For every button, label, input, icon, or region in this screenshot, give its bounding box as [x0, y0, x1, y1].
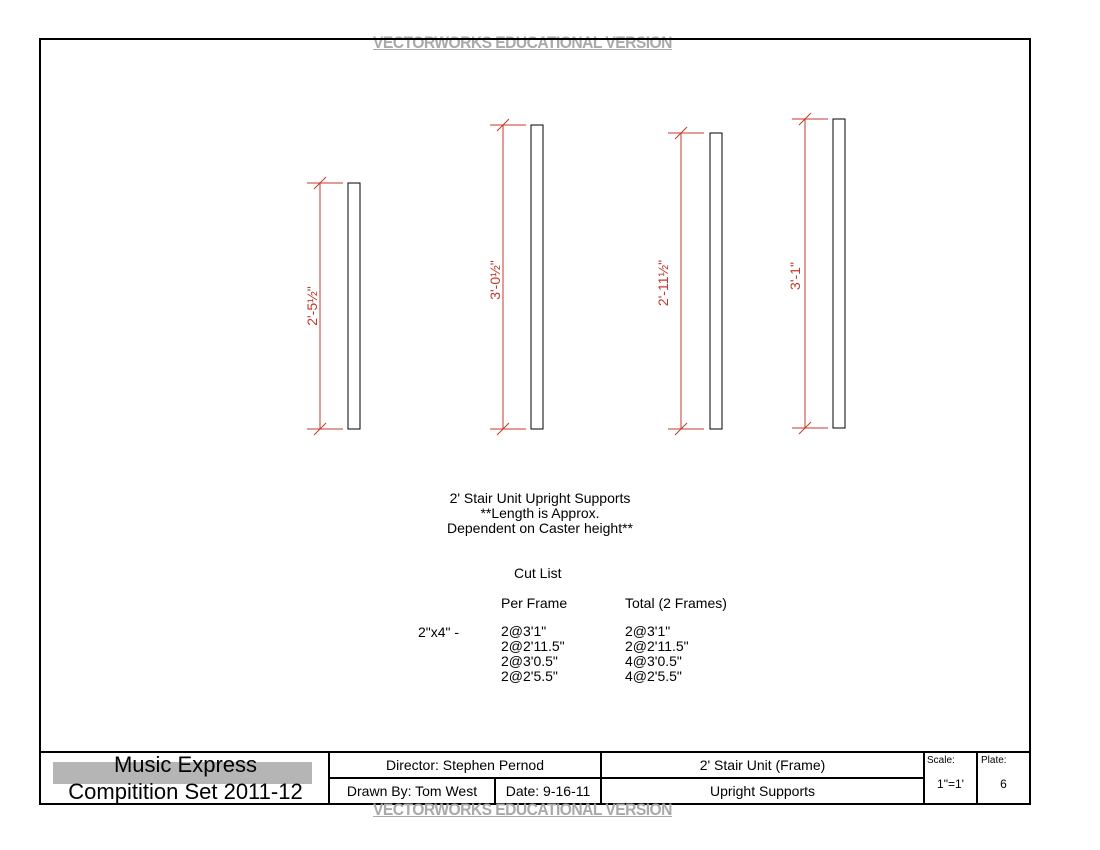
per-frame-header: Per Frame — [501, 595, 568, 611]
notes-title: 2' Stair Unit Upright Supports — [449, 490, 631, 506]
dimension-label-4: 3'-1" — [787, 262, 803, 290]
cut-list-title: Cut List — [514, 565, 562, 581]
list-item: 2@2'11.5" — [625, 638, 689, 654]
project-name: Music Express — [113, 752, 258, 777]
total-header: Total (2 Frames) — [625, 595, 727, 611]
support-board-4 — [833, 119, 845, 428]
list-item: 4@2'5.5" — [625, 668, 682, 684]
per-frame-list — [501, 624, 565, 684]
scale-label: Scale: — [927, 755, 955, 766]
list-item: 2@3'0.5" — [501, 653, 558, 669]
dimension-label-1: 2'-5½" — [304, 286, 320, 326]
watermark-bottom: VECTORWORKS EDUCATIONAL VERSION — [373, 800, 672, 819]
total-list — [625, 624, 689, 684]
material-label: 2"x4" - — [418, 624, 460, 640]
drawing-title: 2' Stair Unit (Frame) — [699, 757, 826, 773]
list-item: 2@3'1" — [501, 623, 547, 639]
watermark-top: VECTORWORKS EDUCATIONAL VERSION — [373, 33, 672, 52]
dimension-label-3: 2'-11½" — [655, 259, 671, 307]
upright-support-2 — [487, 119, 543, 435]
plate-value: 6 — [1000, 777, 1007, 791]
upright-support-1 — [304, 177, 360, 435]
date-label: Date: 9-16-11 — [505, 783, 591, 799]
drawn-by-label: Drawn By: Tom West — [346, 783, 478, 799]
list-item: 2@2'11.5" — [501, 638, 565, 654]
support-board-1 — [348, 183, 360, 429]
scale-value: 1"=1' — [937, 777, 964, 791]
drawing-notes — [400, 491, 680, 536]
upright-support-3 — [655, 127, 722, 435]
dimension-label-2: 3'-0½" — [487, 260, 503, 300]
list-item: 2@2'5.5" — [501, 668, 558, 684]
drawing-subtitle: Upright Supports — [709, 783, 816, 799]
director-label: Director: Stephen Pernod — [386, 757, 544, 773]
list-item: 4@3'0.5" — [625, 653, 682, 669]
plate-label: Plate: — [981, 755, 1007, 766]
notes-approx: **Length is Approx. — [480, 505, 600, 521]
notes-caster: Dependent on Caster height** — [446, 520, 634, 536]
project-subtitle: Compitition Set 2011-12 — [68, 779, 303, 804]
divider — [328, 777, 925, 779]
upright-support-4 — [787, 113, 845, 434]
support-board-3 — [710, 133, 722, 429]
dimension-line-3 — [668, 127, 704, 435]
list-item: 2@3'1" — [625, 623, 671, 639]
support-board-2 — [531, 125, 543, 429]
